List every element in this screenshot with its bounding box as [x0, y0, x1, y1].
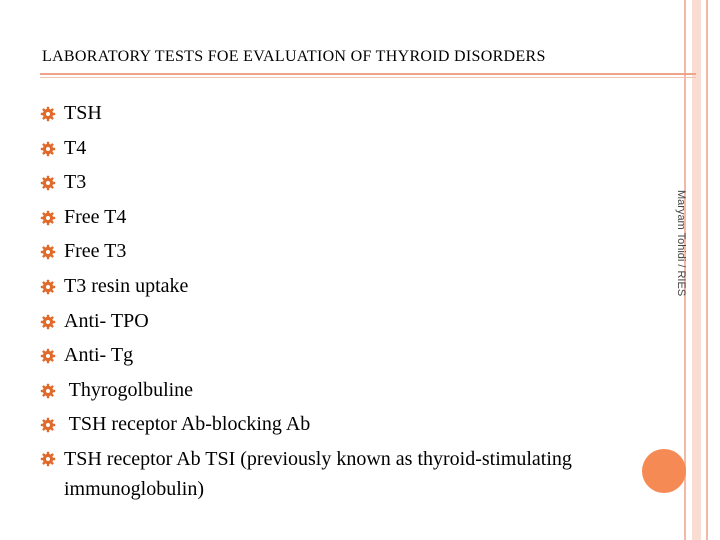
list-item [40, 96, 600, 131]
list-item [40, 200, 600, 235]
gear-icon [40, 141, 56, 157]
list-item-label: Free T3 [64, 240, 127, 263]
list-item [40, 131, 600, 166]
test-list [40, 96, 600, 504]
gear-icon [40, 348, 56, 364]
gear-icon [40, 279, 56, 295]
gear-icon [40, 244, 56, 260]
list-item-label: Anti- TPO [64, 309, 149, 332]
list-item-label: T3 resin uptake [64, 274, 189, 297]
gear-icon [40, 451, 56, 467]
list-item-label: TSH [64, 102, 102, 124]
author-credit: Maryam Tohidi / RIES [675, 190, 687, 297]
gear-icon [40, 417, 56, 433]
decorative-circle [642, 449, 686, 493]
gear-icon [40, 314, 56, 330]
gear-icon [40, 383, 56, 399]
gear-icon [40, 106, 56, 122]
list-item-label: T4 [64, 136, 87, 159]
gear-icon [40, 210, 56, 226]
list-item-label: Free T4 [64, 205, 127, 228]
slide-title: LABORATORY TESTS FOE EVALUATION OF THYROID DISORDERS [42, 48, 546, 65]
list-item-label: Anti- Tg [64, 344, 134, 367]
list-item [40, 407, 600, 442]
list-item [40, 373, 600, 408]
list-item [40, 338, 600, 373]
list-item [40, 269, 600, 304]
list-item-label: TSH receptor Ab TSI (previously known as thyroid-stimulating immunoglobulin) [64, 447, 572, 500]
list-item [40, 165, 600, 200]
list-item-label: Thyrogolbuline [64, 378, 194, 401]
title-underline [40, 73, 696, 75]
list-item [40, 234, 600, 269]
list-item-label: T3 [64, 171, 87, 194]
list-item-label: TSH receptor Ab-blocking Ab [64, 413, 311, 436]
list-item [40, 442, 600, 504]
gear-icon [40, 175, 56, 191]
list-item [40, 304, 600, 339]
